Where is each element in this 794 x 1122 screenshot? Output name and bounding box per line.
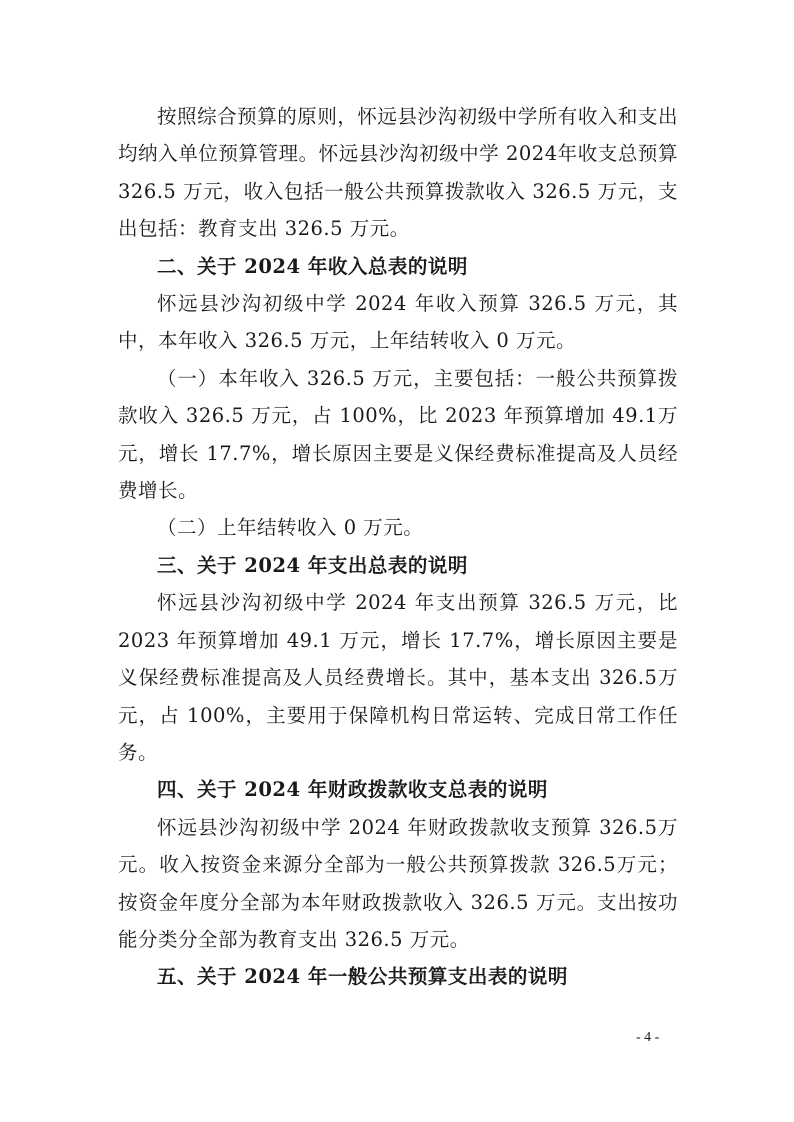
document-body <box>118 98 678 996</box>
heading-expenditure-table: 三、关于 2024 年支出总表的说明 <box>157 553 468 577</box>
heading-income-table: 二、关于 2024 年收入总表的说明 <box>157 254 468 278</box>
paragraph-income-budget: 怀远县沙沟初级中学 2024 年收入预算 326.5 万元，其中，本年收入 326.5 万元，上年结转收入 0 万元。 <box>118 292 678 353</box>
page-number: - 4 - <box>636 1030 660 1045</box>
heading-general-public-budget: 五、关于 2024 年一般公共预算支出表的说明 <box>157 965 568 989</box>
paragraph-fiscal-allocation: 怀远县沙沟初级中学 2024 年财政拨款收支预算 326.5万元。收入按资金来源分全部为一般公共预算拨款 326.5万元；按资金年度分全部为本年财政拨款收入 326.5 万元。支出按功能分类分全部为教育支出 326.5 万元。 <box>118 815 678 951</box>
paragraph-budget-principle: 按照综合预算的原则，怀远县沙沟初级中学所有收入和支出均纳入单位预算管理。怀远县沙沟初级中学 2024年收支总预算 326.5 万元，收入包括一般公共预算拨款收入 326.5 万元，支出包括：教育支出 326.5 万元。 <box>118 105 678 241</box>
paragraph-expenditure-budget: 怀远县沙沟初级中学 2024 年支出预算 326.5 万元，比2023 年预算增加 49.1 万元，增长 17.7%，增长原因主要是义保经费标准提高及人员经费增长。其中，基本支出 326.5万元，占 100%，主要用于保障机构日常运转、完成日常工作任务。 <box>118 591 678 764</box>
heading-fiscal-allocation-table: 四、关于 2024 年财政拨款收支总表的说明 <box>157 778 548 802</box>
paragraph-current-year-income: （一）本年收入 326.5 万元，主要包括：一般公共预算拨款收入 326.5 万元，占 100%，比 2023 年预算增加 49.1万元，增长 17.7%，增长原因主要是义保经费标准提高及人员经费增长。 <box>118 366 678 503</box>
paragraph-carryover-income: （二）上年结转收入 0 万元。 <box>157 516 424 540</box>
